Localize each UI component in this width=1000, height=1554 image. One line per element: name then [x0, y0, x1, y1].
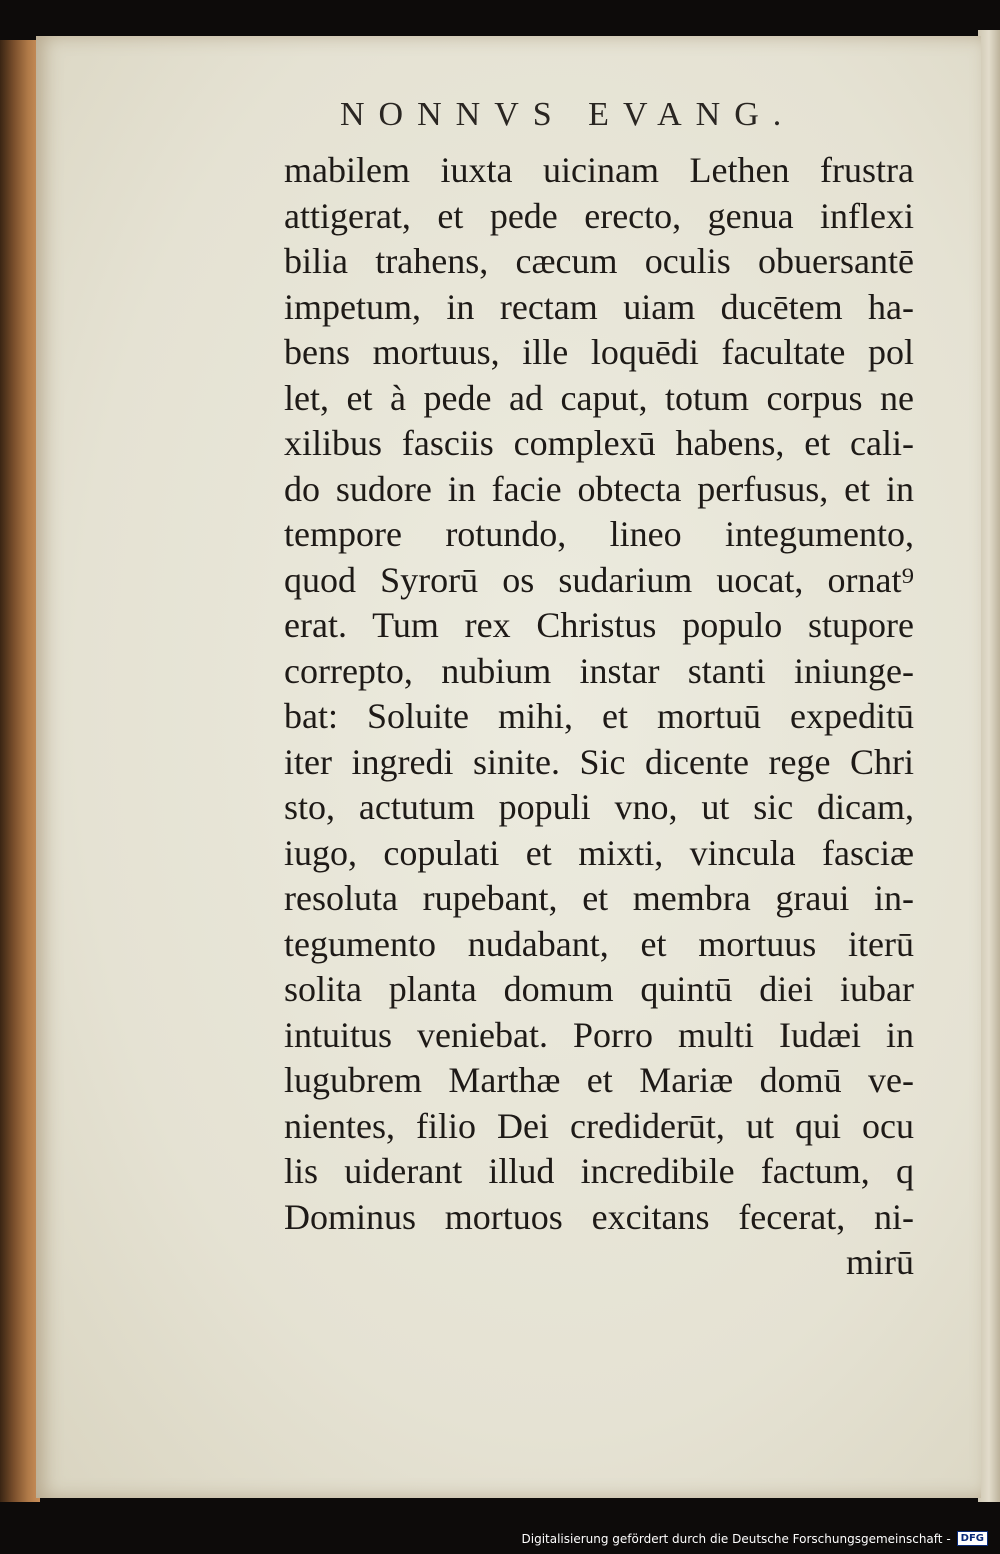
text-line: bilia trahens, cæcum oculis obuersantē — [284, 241, 914, 281]
text-line: mabilem iuxta uicinam Lethen frustra — [284, 150, 914, 190]
catchword: mirū — [846, 1242, 914, 1282]
text-line: iugo, copulati et mixti, vincula fasciæ — [284, 832, 914, 873]
text-line: nientes, filio Dei crediderūt, ut qui ocu — [284, 1105, 914, 1146]
text-line: sto, actutum populi vno, ut sic dicam, — [284, 787, 914, 827]
text-line: Dominus mortuos excitans fecerat, ni- — [284, 1196, 914, 1237]
text-line: solita planta domum quintū diei iubar — [284, 969, 914, 1009]
text-line: bat: Soluite mihi, et mortuū expeditū — [284, 696, 914, 736]
book-binding-edge — [0, 40, 40, 1510]
credit-text: Digitalisierung gefördert durch die Deutsche Forschungsgemeinschaft - — [521, 1531, 951, 1546]
text-line: xilibus fasciis complexū habens, et cali- — [284, 423, 914, 463]
text-line: tempore rotundo, lineo integumento, — [284, 514, 914, 554]
running-head: NONNVS EVANG. — [340, 96, 796, 133]
text-line: resoluta rupebant, et membra graui in- — [284, 878, 914, 918]
dfg-logo: DFG — [957, 1531, 988, 1546]
text-block — [284, 148, 914, 1286]
scan-bottom-band — [0, 1502, 1000, 1554]
text-line: lugubrem Marthæ et Mariæ domū ve- — [284, 1060, 914, 1100]
text-line: attigerat, et pede erecto, genua inflexi — [284, 195, 914, 236]
text-line: correpto, nubium instar stanti iniunge- — [284, 650, 914, 691]
text-line: intuitus veniebat. Porro multi Iudæi in — [284, 1014, 914, 1055]
text-line: impetum, in rectam uiam ducētem ha- — [284, 286, 914, 327]
digitization-credit — [522, 1531, 989, 1546]
text-line: iter ingredi sinite. Sic dicente rege Chri — [284, 741, 914, 782]
text-line: tegumento nudabant, et mortuus iterū — [284, 923, 914, 964]
text-line: let, et à pede ad caput, totum corpus ne — [284, 377, 914, 418]
text-line: erat. Tum rex Christus populo stupore — [284, 605, 914, 645]
text-line: bens mortuus, ille loquēdi facultate pol — [284, 332, 914, 372]
text-line: do sudore in facie obtecta perfusus, et in — [284, 468, 914, 509]
text-line: quod Syrorū os sudarium uocat, ornat⁹ — [284, 559, 914, 600]
text-line: lis uiderant illud incredibile factum, q — [284, 1151, 914, 1191]
page-stack-edge — [978, 30, 1000, 1510]
